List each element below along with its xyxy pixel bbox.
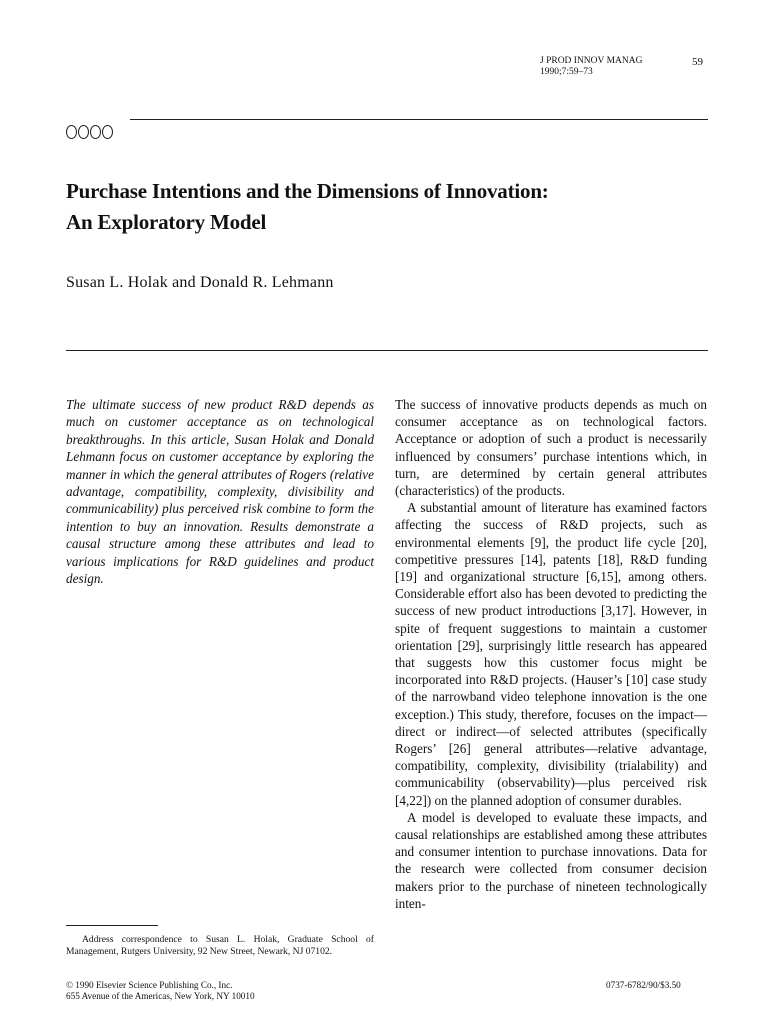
oval-icon [102, 125, 113, 139]
article-authors: Susan L. Holak and Donald R. Lehmann [66, 274, 334, 291]
body-paragraph-3: A model is developed to evaluate these impacts, and causal relationships are established among these attributes and consumer intention to purchase innovations. Data for the research were collected from consumer decision makers prior to the purchase of nineteen technologically inten- [395, 809, 707, 911]
title-line-2: An Exploratory Model [66, 210, 267, 234]
authors-rule [66, 350, 708, 351]
issn-code: 0737-6782/90/$3.50 [606, 980, 681, 990]
footnote-rule [66, 925, 158, 926]
abstract-text: The ultimate success of new product R&D depends as much on customer acceptance as on technological breakthroughs. In this article, Susan Holak and Donald Lehmann focus on customer acceptance by exploring the manner in which the general attributes of Rogers (relative advantage, compatibility, complexity, divisibility and communicability) plus perceived risk combine to form the intention to buy an innovation. Results demonstrate a causal structure among these attributes and lead to various implications for R&D guidelines and product design. [66, 397, 374, 587]
title-line-1: Purchase Intentions and the Dimensions of Innovation: [66, 179, 549, 203]
correspondence-footnote [66, 934, 374, 957]
body-text-column [395, 396, 707, 912]
journal-logo-ovals [66, 125, 114, 139]
copyright-line-2: 655 Avenue of the Americas, New York, NY 10010 [66, 991, 255, 1001]
header-rule [130, 119, 708, 120]
page-number: 59 [692, 56, 703, 68]
copyright-notice [66, 980, 255, 1002]
article-title [66, 176, 706, 238]
body-paragraph-2: A substantial amount of literature has examined factors affecting the success of R&D projects, such as environmental elements [9], the product life cycle [20], competitive pressures [14], patents [18], R&D funding [19] and organizational structure [6,15], among others. Considerable effort also has been devoted to predicting the success of new product introductions [3,17]. However, in spite of frequent suggestions to maintain a customer orientation [29], surprisingly little research has appeared that suggests how this customer focus might be incorporated into R&D projects. (Hauser’s [10] case study of the narrowband video telephone innovation is the one exception.) This study, therefore, focuses on the impact—direct or indirect—of selected attributes (specifically Rogers’ [26] general attributes—relative advantage, compatibility, complexity, divisibility (trialability) and communicability (observability)—plus perceived risk [4,22]) on the planned adoption of consumer durables. [395, 500, 707, 808]
oval-icon [90, 125, 101, 139]
journal-volume: 1990;7:59–73 [540, 67, 593, 77]
oval-icon [66, 125, 77, 139]
abstract [66, 396, 374, 587]
copyright-line-1: © 1990 Elsevier Science Publishing Co., Inc. [66, 980, 233, 990]
journal-citation [540, 56, 643, 78]
oval-icon [78, 125, 89, 139]
body-paragraph-1: The success of innovative products depends as much on consumer acceptance as on technological factors. Acceptance or adoption of such a product is necessarily influenced by consumers’ purchase intentions which, in turn, are determined by certain general attributes (characteristics) of the products. [395, 397, 707, 499]
journal-name: J PROD INNOV MANAG [540, 56, 643, 66]
address-text: Address correspondence to Susan L. Holak, Graduate School of Management, Rutgers University, 92 New Street, Newark, NJ 07102. [66, 934, 374, 957]
